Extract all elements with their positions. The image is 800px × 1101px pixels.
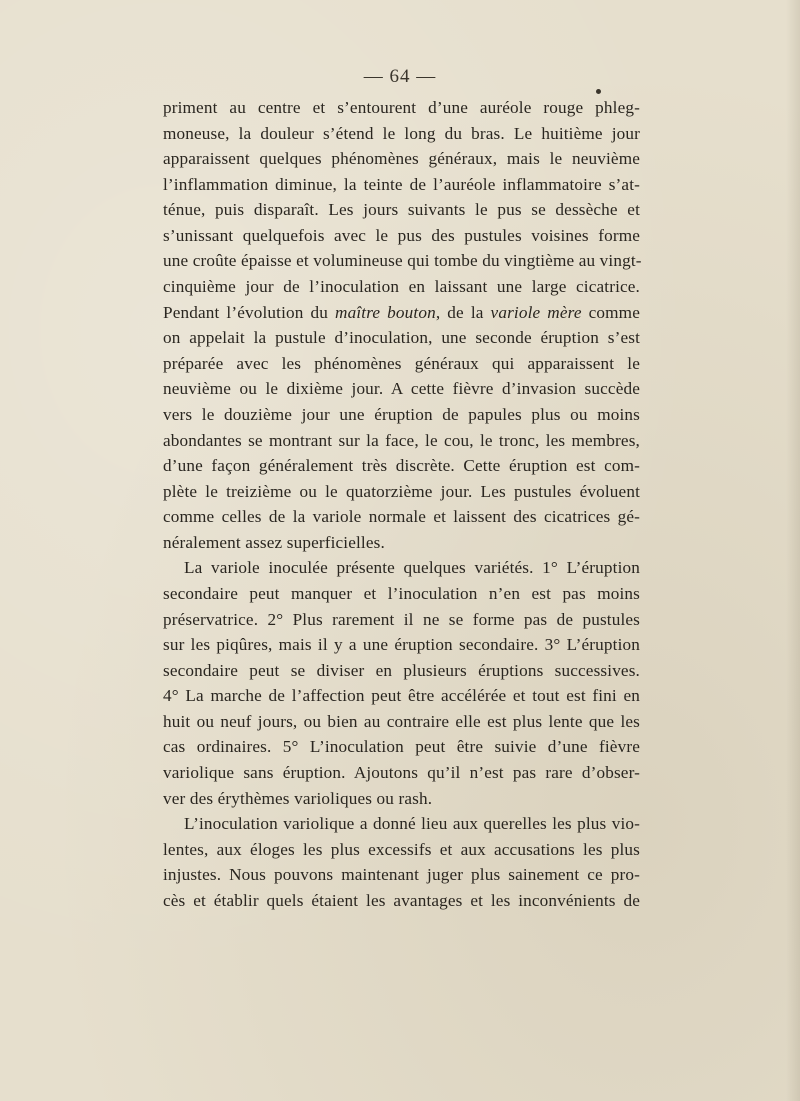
italic-term-variole-mere: variole mère — [490, 302, 582, 322]
text-line: injustes. Nous pouvons maintenant juger plus sainement ce pro- — [163, 865, 640, 885]
text-run: comme — [581, 302, 640, 322]
text-line: apparaissent quelques phénomènes généraux, mais le neuvième — [163, 149, 640, 169]
text-line: préservatrice. 2° Plus rarement il ne se forme pas de pustules — [163, 609, 640, 629]
text-line: d’une façon généralement très discrète. Cette éruption est com- — [163, 456, 640, 476]
text-line: abondantes se montrant sur la face, le cou, le tronc, les membres, — [163, 430, 640, 450]
text-line-with-italics — [163, 300, 640, 326]
text-line: huit ou neuf jours, ou bien au contraire elle est plus lente que les — [163, 711, 640, 731]
text-run: , de la — [435, 302, 491, 322]
paragraph-end-line: ver des érythèmes varioliques ou rash. — [163, 788, 433, 808]
text-line: secondaire peut manquer et l’inoculation n’en est pas moins — [163, 583, 640, 603]
text-line: cès et établir quels étaient les avantages et les inconvénients de — [163, 890, 640, 910]
text-line: 4° La marche de l’affection peut être accélérée et tout est fini en — [163, 686, 640, 706]
text-line: cinquième jour de l’inoculation en laissant une large cicatrice. — [163, 277, 640, 297]
text-line: priment au centre et s’entourent d’une auréole rouge phleg- — [163, 98, 640, 117]
text-line: comme celles de la variole normale et laissent des cicatrices gé- — [163, 507, 640, 527]
text-line: vers le douzième jour une éruption de papules plus ou moins — [163, 404, 640, 424]
paragraph-start-line: La variole inoculée présente quelques variétés. 1° L’éruption — [184, 558, 640, 578]
text-line: moneuse, la douleur s’étend le long du bras. Le huitième jour — [163, 123, 640, 143]
text-line: variolique sans éruption. Ajoutons qu’il n’est pas rare d’obser- — [163, 763, 640, 783]
paragraph-start-line: L’inoculation variolique a donné lieu aux querelles les plus vio- — [184, 814, 640, 834]
body-text — [163, 95, 640, 914]
paragraph-end-line: néralement assez superficielles. — [163, 532, 385, 552]
page-number: — 64 — — [363, 66, 437, 87]
text-run: Pendant l’évolution du — [163, 302, 336, 322]
text-line: préparée avec les phénomènes généraux qui apparaissent le — [163, 353, 640, 373]
text-line: plète le treizième ou le quatorzième jour. Les pustules évoluent — [163, 481, 640, 501]
text-line: on appelait la pustule d’inoculation, une seconde éruption s’est — [163, 328, 640, 348]
text-line: l’inflammation diminue, la teinte de l’auréole inflammatoire s’at- — [163, 174, 640, 194]
text-line: lentes, aux éloges les plus excessifs et aux accusations les plus — [163, 839, 640, 859]
text-line: une croûte épaisse et volumineuse qui tombe du vingtième au vingt- — [163, 251, 642, 271]
text-line: secondaire peut se diviser en plusieurs éruptions successives. — [163, 660, 640, 680]
italic-term-maitre-bouton: maître bouton — [335, 302, 436, 322]
print-speck — [596, 89, 601, 94]
page-edge-shadow — [786, 0, 800, 1101]
text-line: ténue, puis disparaît. Les jours suivants le pus se dessèche et — [163, 200, 640, 220]
text-line: s’unissant quelquefois avec le pus des pustules voisines forme — [163, 225, 640, 245]
text-line: neuvième ou le dixième jour. A cette fièvre d’invasion succède — [163, 379, 640, 399]
text-line: sur les piqûres, mais il y a une éruption secondaire. 3° L’éruption — [163, 635, 640, 655]
text-line: cas ordinaires. 5° L’inoculation peut être suivie d’une fièvre — [163, 737, 640, 757]
